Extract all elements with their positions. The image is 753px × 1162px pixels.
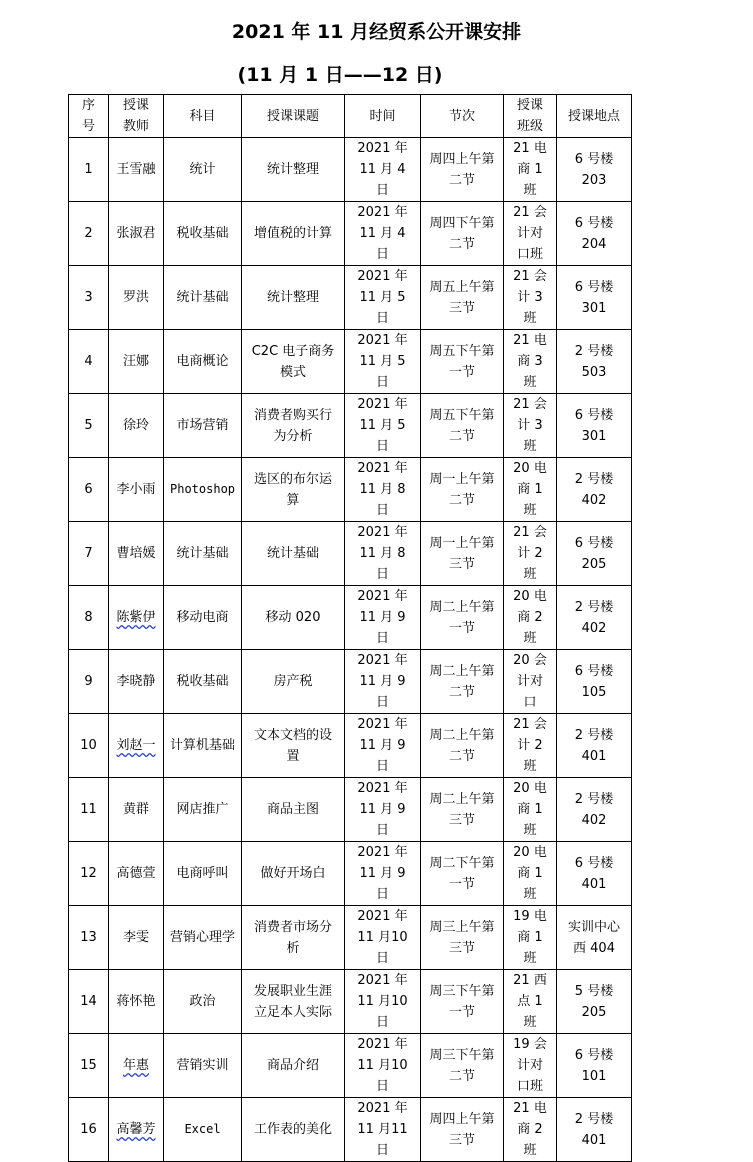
- cell-teacher: 黄群: [109, 778, 164, 842]
- cell-no: 16: [69, 1098, 109, 1162]
- cell-place: 6 号楼 101: [557, 1034, 632, 1098]
- cell-class: 21 电商 3 班: [504, 330, 557, 394]
- cell-place: 6 号楼 105: [557, 650, 632, 714]
- cell-period: 周五下午第一节: [421, 330, 504, 394]
- table-row: [69, 1098, 632, 1162]
- cell-period: 周一上午第二节: [421, 458, 504, 522]
- teacher-name: 高馨芳: [116, 1122, 156, 1137]
- table-row: [69, 458, 632, 522]
- cell-place: 2 号楼 402: [557, 458, 632, 522]
- cell-class: 20 电商 1 班: [504, 458, 557, 522]
- cell-period: 周四下午第二节: [421, 202, 504, 266]
- cell-no: 7: [69, 522, 109, 586]
- cell-time: 2021 年 11 月 8 日: [345, 522, 421, 586]
- cell-no: 8: [69, 586, 109, 650]
- cell-topic: 做好开场白: [242, 842, 345, 906]
- cell-place: 6 号楼 301: [557, 266, 632, 330]
- cell-teacher: 张淑君: [109, 202, 164, 266]
- cell-place: 5 号楼 205: [557, 970, 632, 1034]
- table-row: [69, 330, 632, 394]
- cell-period: 周三下午第一节: [421, 970, 504, 1034]
- cell-subject: 计算机基础: [164, 714, 242, 778]
- cell-teacher: 王雪融: [109, 138, 164, 202]
- cell-time: 2021 年 11 月 9 日: [345, 842, 421, 906]
- table-row: [69, 266, 632, 330]
- cell-period: 周二上午第三节: [421, 778, 504, 842]
- cell-place: 6 号楼 205: [557, 522, 632, 586]
- cell-time: 2021 年 11 月 5 日: [345, 266, 421, 330]
- cell-no: 3: [69, 266, 109, 330]
- header-subject: 科目: [164, 95, 242, 138]
- cell-period: 周四上午第二节: [421, 138, 504, 202]
- cell-place: 2 号楼 402: [557, 778, 632, 842]
- table-row: [69, 906, 632, 970]
- cell-time: 2021 年 11 月 5 日: [345, 394, 421, 458]
- cell-place: 2 号楼 402: [557, 586, 632, 650]
- header-teacher: 授课教师: [109, 95, 164, 138]
- table-body: [69, 138, 632, 1162]
- cell-subject: 税收基础: [164, 202, 242, 266]
- cell-time: 2021 年 11 月 4 日: [345, 138, 421, 202]
- cell-period: 周三下午第二节: [421, 1034, 504, 1098]
- cell-no: 15: [69, 1034, 109, 1098]
- table-row: [69, 394, 632, 458]
- cell-subject: 市场营销: [164, 394, 242, 458]
- table-row: [69, 522, 632, 586]
- cell-topic: 移动 020: [242, 586, 345, 650]
- cell-topic: 统计基础: [242, 522, 345, 586]
- cell-subject: Excel: [164, 1098, 242, 1162]
- table-row: [69, 1034, 632, 1098]
- cell-teacher: 徐玲: [109, 394, 164, 458]
- cell-place: 2 号楼 401: [557, 1098, 632, 1162]
- cell-class: 19 会计对口班: [504, 1034, 557, 1098]
- cell-class: 21 会计 2 班: [504, 522, 557, 586]
- cell-period: 周二上午第一节: [421, 586, 504, 650]
- cell-subject: 统计基础: [164, 522, 242, 586]
- document-title: 2021 年 11 月经贸系公开课安排: [231, 21, 522, 43]
- cell-no: 11: [69, 778, 109, 842]
- cell-topic: 商品主图: [242, 778, 345, 842]
- table-row: [69, 714, 632, 778]
- table-row: [69, 202, 632, 266]
- cell-teacher: 罗洪: [109, 266, 164, 330]
- header-no: 序号: [69, 95, 109, 138]
- cell-teacher: 李晓静: [109, 650, 164, 714]
- cell-class: 20 电商 2 班: [504, 586, 557, 650]
- cell-no: 5: [69, 394, 109, 458]
- schedule-table: [68, 94, 632, 1162]
- table-row: [69, 778, 632, 842]
- header-place: 授课地点: [557, 95, 632, 138]
- cell-teacher: [109, 586, 164, 650]
- cell-class: 21 会计对口班: [504, 202, 557, 266]
- cell-place: 实训中心西 404: [557, 906, 632, 970]
- cell-teacher: 李小雨: [109, 458, 164, 522]
- cell-period: 周五下午第二节: [421, 394, 504, 458]
- cell-no: 2: [69, 202, 109, 266]
- cell-topic: 工作表的美化: [242, 1098, 345, 1162]
- cell-teacher: [109, 714, 164, 778]
- cell-subject: 税收基础: [164, 650, 242, 714]
- cell-teacher: 蒋怀艳: [109, 970, 164, 1034]
- cell-time: 2021 年 11 月 5 日: [345, 330, 421, 394]
- cell-no: 6: [69, 458, 109, 522]
- teacher-name: 刘赵一: [116, 738, 156, 753]
- cell-subject: Photoshop: [164, 458, 242, 522]
- cell-subject: 政治: [164, 970, 242, 1034]
- cell-place: 2 号楼 503: [557, 330, 632, 394]
- cell-topic: 发展职业生涯立足本人实际: [242, 970, 345, 1034]
- cell-no: 14: [69, 970, 109, 1034]
- cell-topic: 选区的布尔运算: [242, 458, 345, 522]
- cell-class: 21 电商 2 班: [504, 1098, 557, 1162]
- cell-topic: 增值税的计算: [242, 202, 345, 266]
- cell-class: 20 会计对口: [504, 650, 557, 714]
- cell-no: 13: [69, 906, 109, 970]
- cell-topic: 消费者市场分析: [242, 906, 345, 970]
- cell-place: 6 号楼 401: [557, 842, 632, 906]
- teacher-name: 年惠: [122, 1058, 149, 1073]
- cell-time: 2021 年 11 月 9 日: [345, 714, 421, 778]
- cell-time: 2021 年 11 月11日: [345, 1098, 421, 1162]
- cell-topic: 消费者购买行为分析: [242, 394, 345, 458]
- cell-time: 2021 年 11 月10日: [345, 1034, 421, 1098]
- cell-class: 21 会计 2 班: [504, 714, 557, 778]
- cell-place: 2 号楼 401: [557, 714, 632, 778]
- cell-time: 2021 年 11 月 9 日: [345, 586, 421, 650]
- cell-subject: 网店推广: [164, 778, 242, 842]
- cell-place: 6 号楼 301: [557, 394, 632, 458]
- header-time: 时间: [345, 95, 421, 138]
- cell-topic: 统计整理: [242, 138, 345, 202]
- cell-subject: 营销心理学: [164, 906, 242, 970]
- cell-topic: 统计整理: [242, 266, 345, 330]
- cell-teacher: [109, 1034, 164, 1098]
- cell-subject: 移动电商: [164, 586, 242, 650]
- cell-topic: C2C 电子商务模式: [242, 330, 345, 394]
- cell-teacher: 李雯: [109, 906, 164, 970]
- cell-place: 6 号楼 203: [557, 138, 632, 202]
- cell-no: 1: [69, 138, 109, 202]
- cell-class: 21 会计 3 班: [504, 266, 557, 330]
- teacher-name: 陈紫伊: [116, 610, 156, 625]
- cell-topic: 商品介绍: [242, 1034, 345, 1098]
- document-subtitle: (11 月 1 日——12 日): [237, 64, 443, 86]
- cell-period: 周三上午第三节: [421, 906, 504, 970]
- cell-period: 周五上午第三节: [421, 266, 504, 330]
- cell-no: 12: [69, 842, 109, 906]
- cell-period: 周二下午第一节: [421, 842, 504, 906]
- cell-no: 10: [69, 714, 109, 778]
- cell-topic: 房产税: [242, 650, 345, 714]
- table-row: [69, 586, 632, 650]
- cell-place: 6 号楼 204: [557, 202, 632, 266]
- cell-no: 4: [69, 330, 109, 394]
- cell-teacher: 曹培媛: [109, 522, 164, 586]
- header-topic: 授课课题: [242, 95, 345, 138]
- header-class: 授课班级: [504, 95, 557, 138]
- cell-class: 21 电商 1 班: [504, 138, 557, 202]
- cell-class: 20 电商 1 班: [504, 778, 557, 842]
- cell-class: 19 电商 1 班: [504, 906, 557, 970]
- cell-period: 周二上午第二节: [421, 714, 504, 778]
- header-row: [69, 95, 632, 138]
- table-row: [69, 138, 632, 202]
- cell-teacher: [109, 1098, 164, 1162]
- cell-teacher: 高德萱: [109, 842, 164, 906]
- header-period: 节次: [421, 95, 504, 138]
- cell-no: 9: [69, 650, 109, 714]
- cell-period: 周二上午第二节: [421, 650, 504, 714]
- cell-teacher: 汪娜: [109, 330, 164, 394]
- cell-subject: 统计基础: [164, 266, 242, 330]
- cell-class: 20 电商 1 班: [504, 842, 557, 906]
- cell-period: 周四上午第三节: [421, 1098, 504, 1162]
- cell-time: 2021 年 11 月 4 日: [345, 202, 421, 266]
- cell-time: 2021 年 11 月 8 日: [345, 458, 421, 522]
- table-row: [69, 970, 632, 1034]
- cell-subject: 电商概论: [164, 330, 242, 394]
- cell-subject: 电商呼叫: [164, 842, 242, 906]
- table-row: [69, 842, 632, 906]
- cell-time: 2021 年 11 月10日: [345, 906, 421, 970]
- cell-subject: 统计: [164, 138, 242, 202]
- cell-period: 周一上午第三节: [421, 522, 504, 586]
- cell-subject: 营销实训: [164, 1034, 242, 1098]
- cell-class: 21 会计 3 班: [504, 394, 557, 458]
- cell-time: 2021 年 11 月 9 日: [345, 778, 421, 842]
- cell-topic: 文本文档的设置: [242, 714, 345, 778]
- cell-class: 21 西点 1 班: [504, 970, 557, 1034]
- table-row: [69, 650, 632, 714]
- cell-time: 2021 年 11 月10日: [345, 970, 421, 1034]
- cell-time: 2021 年 11 月 9 日: [345, 650, 421, 714]
